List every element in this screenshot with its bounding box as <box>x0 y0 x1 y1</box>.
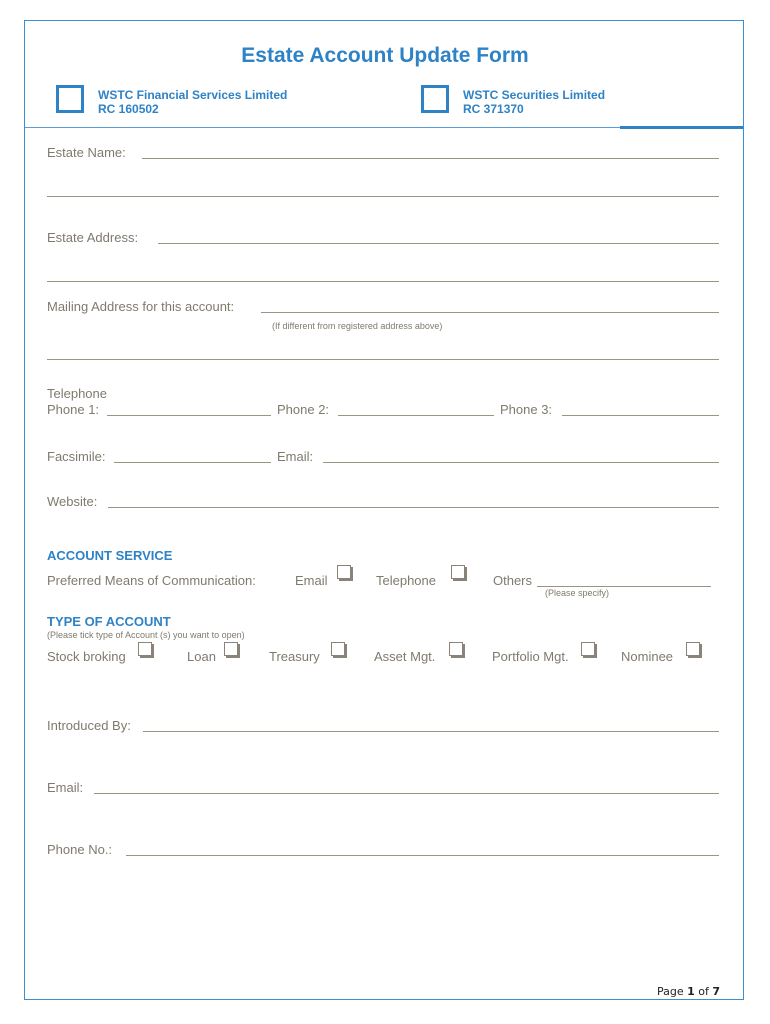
comm-option-others-line[interactable] <box>537 586 711 587</box>
mailing-address-line[interactable] <box>261 312 719 313</box>
page-border <box>24 20 744 1000</box>
estate-name-label: Estate Name: <box>47 145 126 160</box>
company-securities <box>463 88 605 116</box>
phone1-line[interactable] <box>107 415 271 416</box>
form-title: Estate Account Update Form <box>241 44 529 67</box>
email-line[interactable] <box>323 462 719 463</box>
account-type-portfolio-mgt-label: Portfolio Mgt. <box>492 649 569 664</box>
introduced-by-label: Introduced By: <box>47 718 131 733</box>
company-financial <box>98 88 287 116</box>
phone3-line[interactable] <box>562 415 719 416</box>
company-financial-rc: RC 160502 <box>98 102 159 116</box>
introducer-email-line[interactable] <box>94 793 719 794</box>
estate-address-line-2[interactable] <box>47 281 719 282</box>
comm-option-email-checkbox[interactable] <box>337 565 351 579</box>
phone1-label: Phone 1: <box>47 402 100 417</box>
comm-option-email-label: Email <box>295 573 328 588</box>
others-specify-note: (Please specify) <box>545 588 610 598</box>
company-securities-name: WSTC Securities Limited <box>463 88 606 102</box>
facsimile-line[interactable] <box>114 462 271 463</box>
telephone-heading: Telephone <box>47 386 107 401</box>
of-word: of <box>698 985 709 998</box>
page-number <box>657 985 720 998</box>
estate-address-label: Estate Address: <box>47 230 139 245</box>
comm-option-others-label: Others <box>493 573 533 588</box>
introducer-phone-line[interactable] <box>126 855 719 856</box>
website-line[interactable] <box>108 507 719 508</box>
comm-option-telephone-checkbox[interactable] <box>451 565 465 579</box>
website-label: Website: <box>47 494 98 509</box>
account-type-asset-mgt-label: Asset Mgt. <box>374 649 436 664</box>
introducer-phone-label: Phone No.: <box>47 842 113 857</box>
page-word: Page <box>657 985 684 998</box>
company-checkbox-financial[interactable] <box>56 85 84 113</box>
introduced-by-line[interactable] <box>143 731 719 732</box>
account-type-loan-label: Loan <box>187 649 216 664</box>
account-type-treasury-checkbox[interactable] <box>331 642 345 656</box>
header-divider-accent <box>620 126 743 129</box>
account-type-stock-broking-label: Stock broking <box>47 649 126 664</box>
phone3-label: Phone 3: <box>500 402 553 417</box>
account-type-treasury-label: Treasury <box>269 649 320 664</box>
mailing-address-note: (If different from registered address above) <box>272 321 443 331</box>
account-type-portfolio-mgt-checkbox[interactable] <box>581 642 595 656</box>
introducer-email-label: Email: <box>47 780 84 795</box>
comm-option-telephone-label: Telephone <box>376 573 436 588</box>
email-label: Email: <box>277 449 314 464</box>
account-type-nominee-label: Nominee <box>621 649 674 664</box>
communication-prompt: Preferred Means of Communication: <box>47 573 256 588</box>
account-type-loan-checkbox[interactable] <box>224 642 238 656</box>
phone2-line[interactable] <box>338 415 494 416</box>
mailing-address-line-2[interactable] <box>47 359 719 360</box>
company-securities-rc: RC 371370 <box>463 102 524 116</box>
type-of-account-note: (Please tick type of Account (s) you want to open) <box>47 630 245 640</box>
account-type-asset-mgt-checkbox[interactable] <box>449 642 463 656</box>
page-total: 7 <box>712 985 721 998</box>
mailing-address-label: Mailing Address for this account: <box>47 299 235 314</box>
account-service-heading: ACCOUNT SERVICE <box>47 548 173 563</box>
company-financial-name: WSTC Financial Services Limited <box>98 88 288 102</box>
company-checkbox-securities[interactable] <box>421 85 449 113</box>
facsimile-label: Facsimile: <box>47 449 106 464</box>
account-type-nominee-checkbox[interactable] <box>686 642 700 656</box>
estate-name-line-2[interactable] <box>47 196 719 197</box>
estate-name-line[interactable] <box>142 158 719 159</box>
page-current: 1 <box>687 985 695 998</box>
phone2-label: Phone 2: <box>277 402 330 417</box>
estate-address-line[interactable] <box>158 243 719 244</box>
account-type-stock-broking-checkbox[interactable] <box>138 642 152 656</box>
type-of-account-heading: TYPE OF ACCOUNT <box>47 614 171 629</box>
